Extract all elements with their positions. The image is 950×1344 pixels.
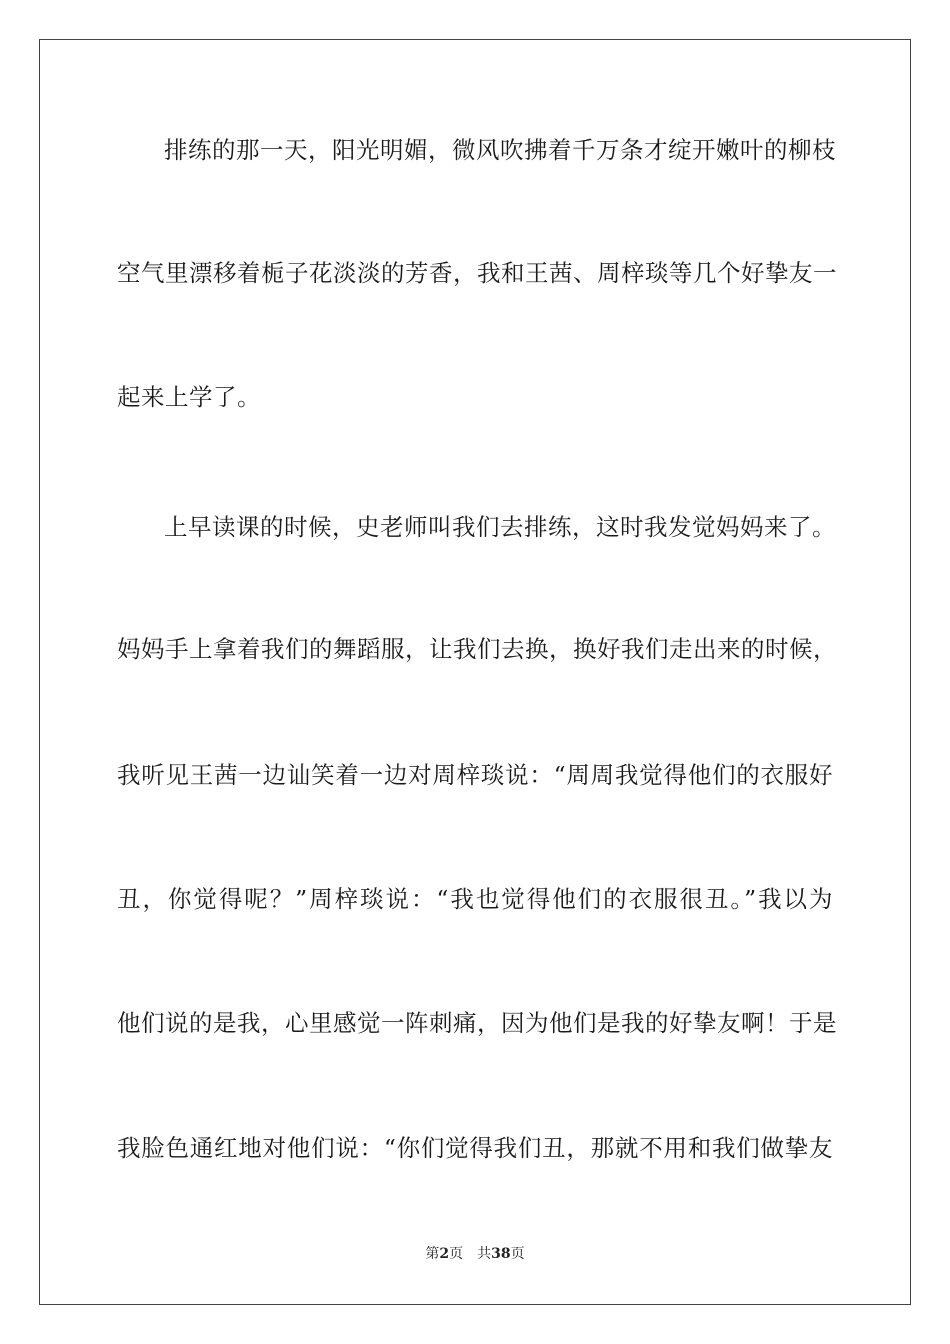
total-unit: 页 [510, 1246, 525, 1262]
paragraph-line-1: 排练的那一天，阳光明媚，微风吹拂着千万条才绽开嫩叶的柳枝 [164, 136, 836, 164]
paragraph-line-7: 丑，你觉得呢？”周梓琰说：“我也觉得他们的衣服很丑。”我以为 [117, 885, 833, 913]
page-total: 38 [491, 1246, 511, 1262]
paragraph-line-2: 空气里漂移着栀子花淡淡的芳香，我和王茜、周梓琰等几个好挚友一 [117, 259, 837, 287]
page-current: 2 [439, 1246, 450, 1262]
paragraph-line-5: 妈妈手上拿着我们的舞蹈服，让我们去换，换好我们走出来的时候， [117, 635, 837, 663]
page-footer [0, 1245, 950, 1263]
paragraph-line-3: 起来上学了。 [117, 383, 261, 411]
paragraph-line-4: 上早读课的时候，史老师叫我们去排练，这时我发觉妈妈来了。 [164, 513, 836, 541]
page-unit: 页 [449, 1246, 464, 1262]
page-prefix: 第 [425, 1246, 440, 1262]
paragraph-line-6: 我听见王茜一边讪笑着一边对周梓琰说：“周周我觉得他们的衣服好 [117, 761, 833, 789]
paragraph-line-9: 我脸色通红地对他们说：“你们觉得我们丑，那就不用和我们做挚友 [117, 1134, 833, 1162]
page-border [39, 39, 911, 1305]
paragraph-line-8: 他们说的是我，心里感觉一阵刺痛，因为他们是我的好挚友啊！于是 [117, 1009, 837, 1037]
total-prefix: 共 [477, 1246, 492, 1262]
